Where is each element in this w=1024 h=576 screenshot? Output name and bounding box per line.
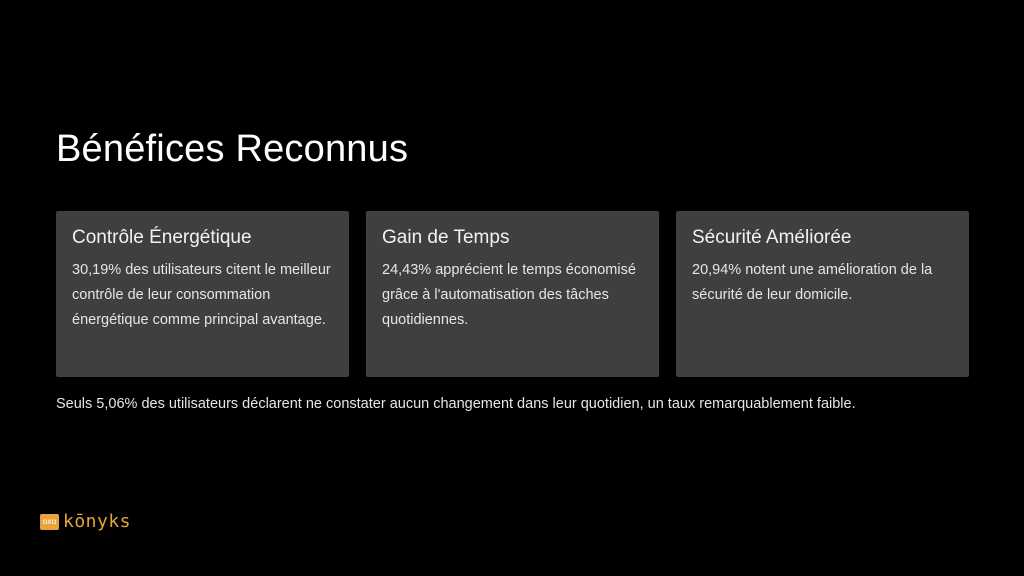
brand-logo — [40, 511, 131, 532]
benefit-card-security — [676, 211, 969, 377]
card-text: 30,19% des utilisateurs citent le meilleur contrôle de leur consommation énergétique comme principal avantage. — [72, 262, 331, 328]
card-title: Contrôle Énergétique — [72, 227, 252, 248]
logo-badge: oxo — [40, 514, 59, 530]
benefit-cards — [56, 211, 969, 377]
slide-title: Bénéfices Reconnus — [56, 128, 409, 170]
footnote: Seuls 5,06% des utilisateurs déclarent ne constater aucun changement dans leur quotidien, un taux remarquablement faible. — [56, 396, 856, 412]
card-text: 24,43% apprécient le temps économisé grâce à l'automatisation des tâches quotidiennes. — [382, 262, 636, 328]
card-text: 20,94% notent une amélioration de la sécurité de leur domicile. — [692, 262, 933, 303]
card-title: Gain de Temps — [382, 227, 510, 248]
card-title: Sécurité Améliorée — [692, 227, 852, 248]
benefit-card-energy — [56, 211, 349, 377]
logo-wordmark: kōnyks — [63, 511, 132, 532]
benefit-card-time — [366, 211, 659, 377]
